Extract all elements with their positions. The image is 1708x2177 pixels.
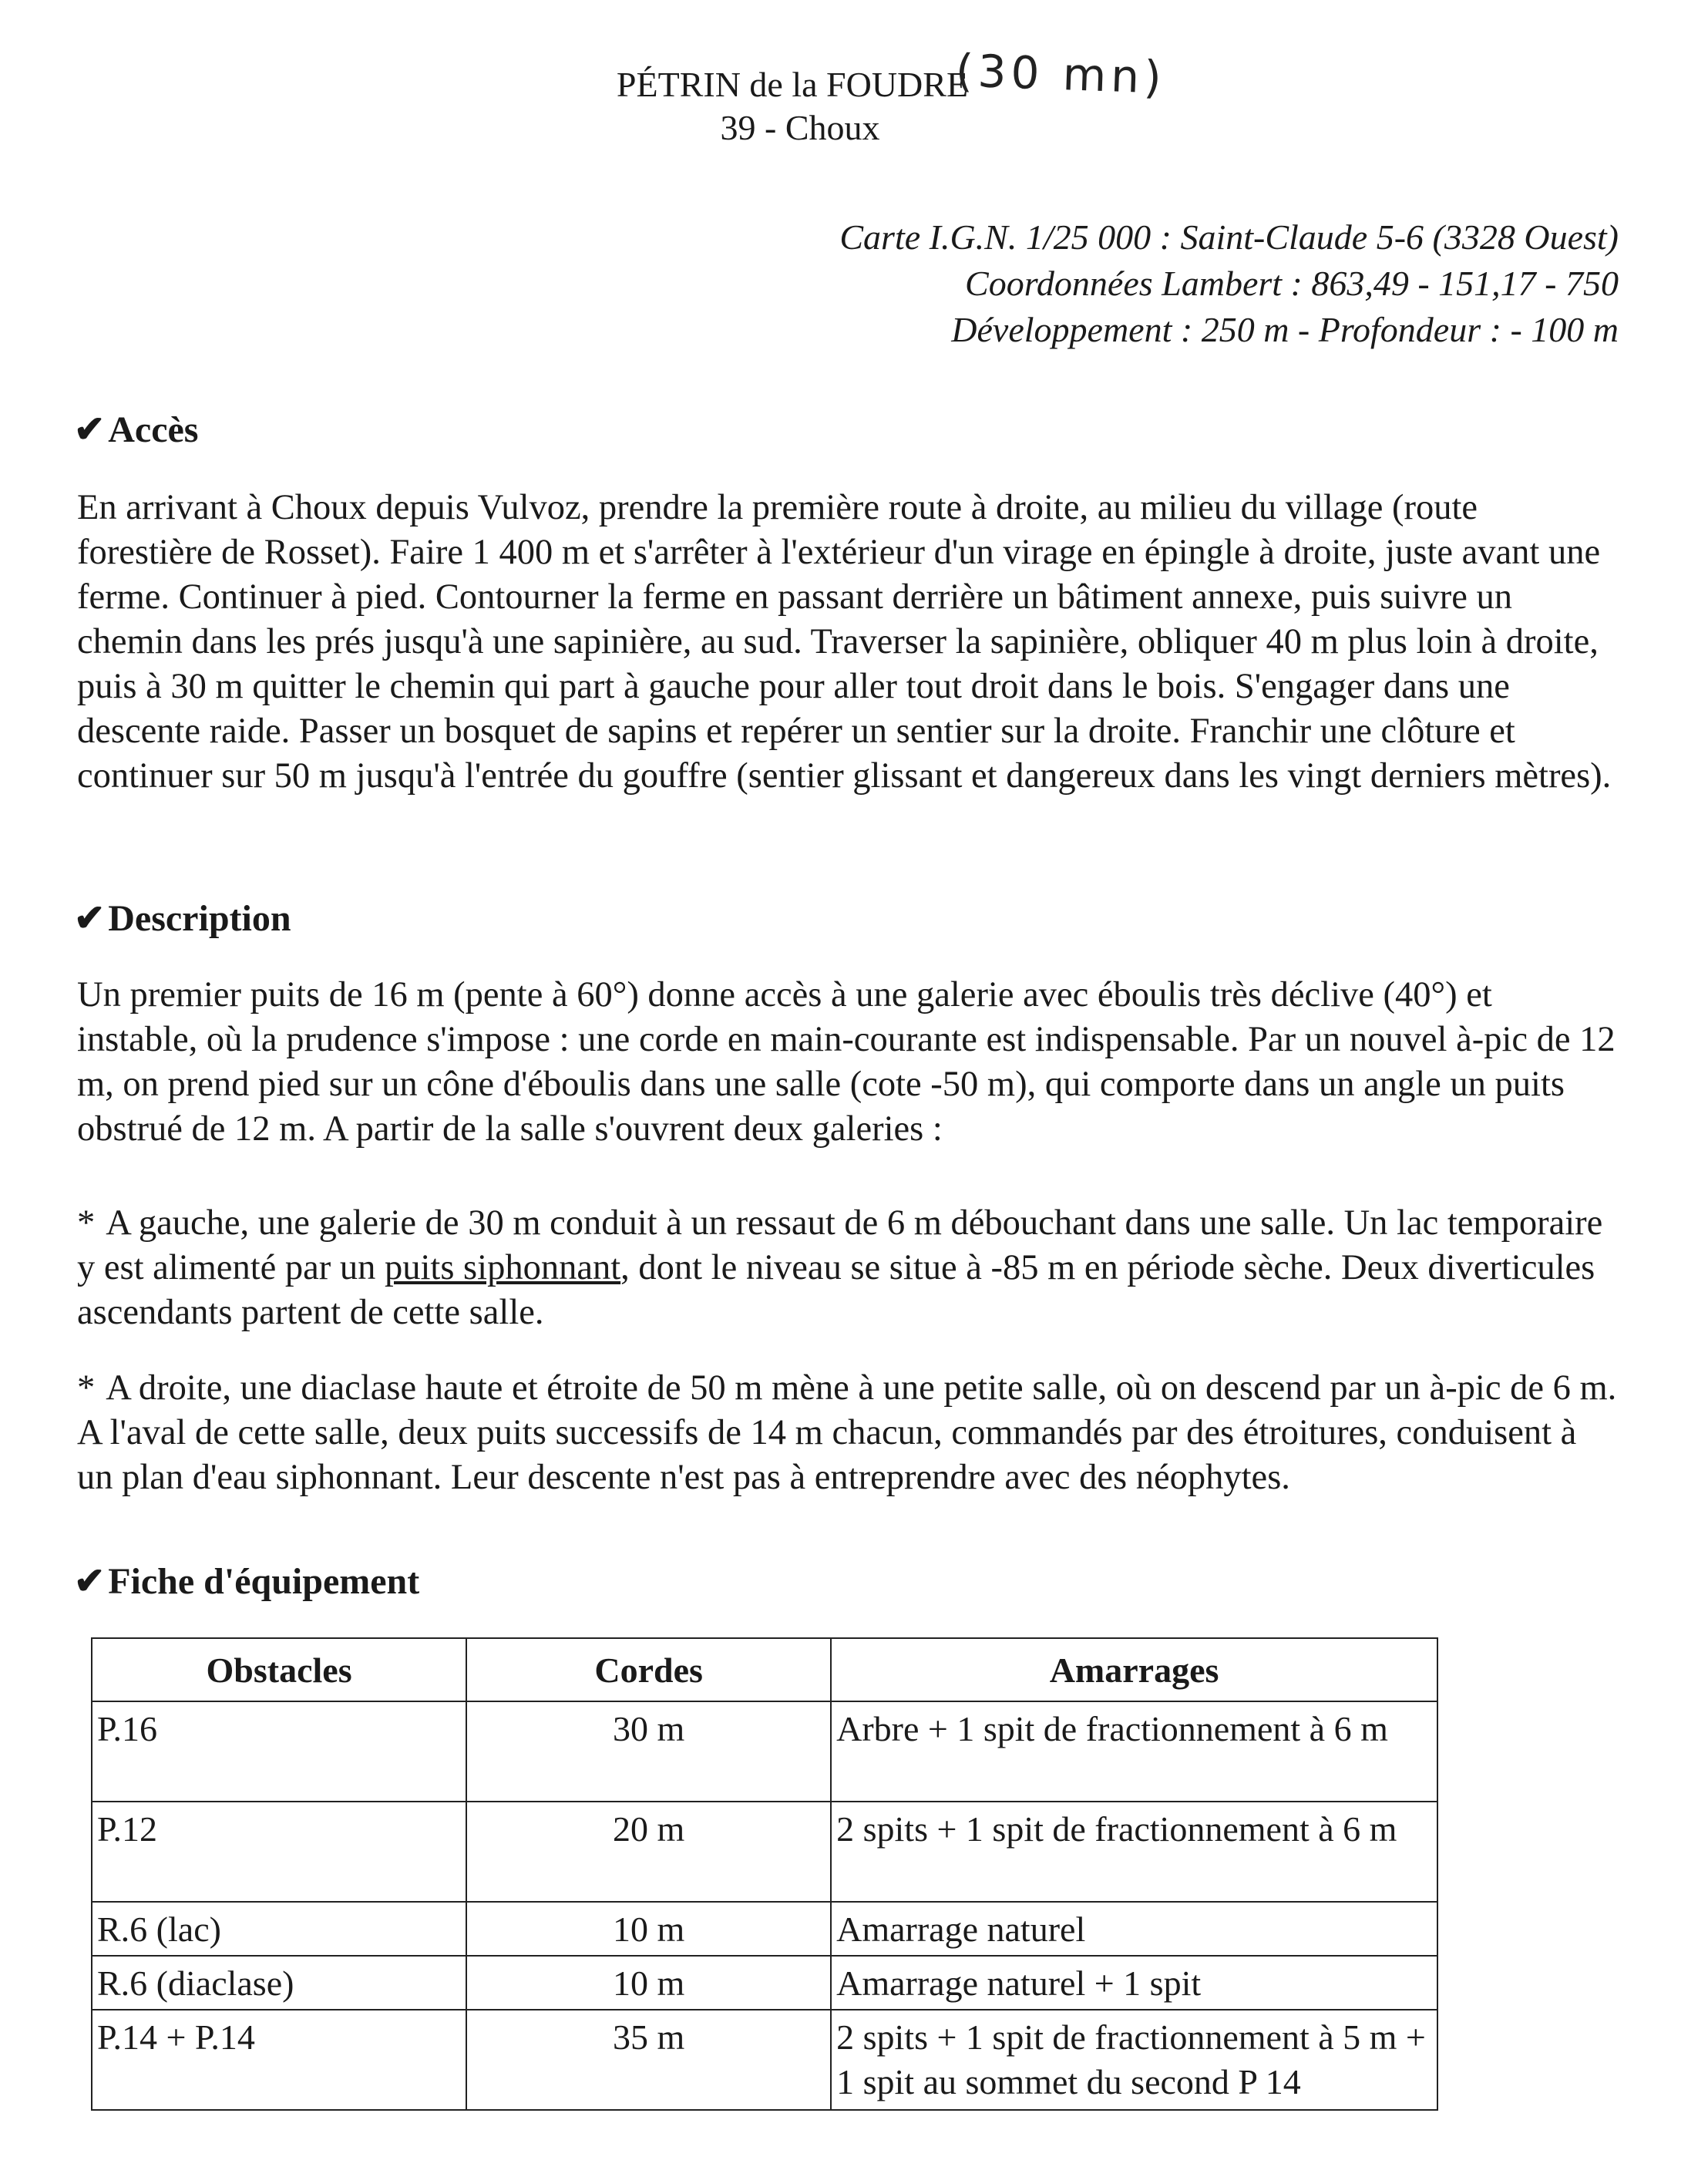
section-heading-access (74, 407, 198, 453)
bullet-right-branch (77, 1366, 1619, 1500)
rope-cell: 10 m (466, 1956, 831, 2010)
table-row (92, 1802, 1437, 1902)
obstacle-cell: R.6 (lac) (92, 1902, 466, 1956)
rope-cell: 35 m (466, 2010, 831, 2110)
bullet-text: A droite, une diaclase haute et étroite de 50 m mène à une petite salle, où on descend par un à-pic de 6 m. A l'aval de cette salle, deux puits successifs de 14 m chacun, commandés par des étroitures, conduisent à un plan d'eau siphonnant. Leur descente n'est pas à entreprendre avec des néophytes. (77, 1368, 1617, 1497)
heading-text: Fiche d'équipement (108, 1561, 420, 1602)
table-row (92, 1902, 1437, 1956)
equipment-table (91, 1637, 1438, 2111)
heading-text: Description (108, 898, 291, 939)
anchor-cell: Arbre + 1 spit de fractionnement à 6 m (831, 1701, 1437, 1802)
page-title: PÉTRIN de la FOUDRE (616, 65, 969, 104)
underlined-term: puits siphonnant (385, 1248, 621, 1287)
coordinates: Coordonnées Lambert : 863,49 - 151,17 - 750 (965, 264, 1619, 303)
reference-block (839, 214, 1619, 353)
anchor-cell: 2 spits + 1 spit de fractionnement à 5 m + 1 spit au sommet du second P 14 (831, 2010, 1437, 2110)
bullet-text-cont: , dont le niveau se situe à -85 m en période sèche. Deux diverticules ascendants partent de cette salle. (77, 1248, 1595, 1332)
obstacle-cell: P.14 + P.14 (92, 2010, 466, 2110)
rope-cell: 30 m (466, 1701, 831, 1802)
rope-cell: 10 m (466, 1902, 831, 1956)
obstacle-cell: P.16 (92, 1701, 466, 1802)
handwritten-note: (30 mn) (954, 44, 1167, 104)
checkmark-icon: ✔ (74, 898, 106, 939)
column-header-amarrages: Amarrages (831, 1638, 1437, 1701)
table-row (92, 2010, 1437, 2110)
section-heading-equipment (74, 1559, 419, 1605)
bullet-mark: * (77, 1368, 96, 1408)
development-depth: Développement : 250 m - Profondeur : - 100 m (951, 310, 1619, 349)
table-header-row (92, 1638, 1437, 1701)
page-subtitle: 39 - Choux (720, 108, 880, 147)
obstacle-cell: P.12 (92, 1802, 466, 1902)
access-paragraph: En arrivant à Choux depuis Vulvoz, prendre la première route à droite, au milieu du village (route forestière de Rosset). Faire 1 400 m et s'arrêter à l'extérieur d'un virage en épingle à droite, juste avant une ferme. Continuer à pied. Contourner la ferme en passant derrière un bâtiment annexe, puis suivre un chemin dans les prés jusqu'à une sapinière, au sud. Traverser la sapinière, obliquer 40 m plus loin à droite, puis à 30 m quitter le chemin qui part à gauche pour aller tout droit dans le bois. S'engager dans une descente raide. Passer un bosquet de sapins et repérer un sentier sur la droite. Franchir une clôture et continuer sur 50 m jusqu'à l'entrée du gouffre (sentier glissant et dangereux dans les vingt derniers mètres). (77, 488, 1612, 796)
map-reference: Carte I.G.N. 1/25 000 : Saint-Claude 5-6 (3328 Ouest) (839, 217, 1619, 257)
table-row (92, 1956, 1437, 2010)
bullet-left-branch (77, 1201, 1619, 1335)
table-row (92, 1701, 1437, 1802)
column-header-obstacles: Obstacles (92, 1638, 466, 1701)
title-block (0, 63, 1708, 150)
rope-cell: 20 m (466, 1802, 831, 1902)
checkmark-icon: ✔ (74, 409, 106, 450)
obstacle-cell: R.6 (diaclase) (92, 1956, 466, 2010)
section-heading-description (74, 896, 291, 942)
anchor-cell: Amarrage naturel (831, 1902, 1437, 1956)
bullet-mark: * (77, 1203, 96, 1243)
column-header-cordes: Cordes (466, 1638, 831, 1701)
anchor-cell: Amarrage naturel + 1 spit (831, 1956, 1437, 2010)
heading-text: Accès (108, 409, 199, 450)
anchor-cell: 2 spits + 1 spit de fractionnement à 6 m (831, 1802, 1437, 1902)
bullet-text: A gauche, une galerie de 30 m conduit à un ressaut de 6 m débouchant dans une salle. Un lac temporaire y est alimenté par un (77, 1203, 1603, 1287)
checkmark-icon: ✔ (74, 1561, 106, 1602)
description-intro: Un premier puits de 16 m (pente à 60°) donne accès à une galerie avec éboulis très déclive (40°) et instable, où la prudence s'impose : une corde en main-courante est indispensable. Par un nouvel à-pic de 12 m, on prend pied sur un cône d'éboulis dans une salle (cote -50 m), qui comporte dans un angle un puits obstrué de 12 m. A partir de la salle s'ouvrent deux galeries : (77, 975, 1616, 1149)
